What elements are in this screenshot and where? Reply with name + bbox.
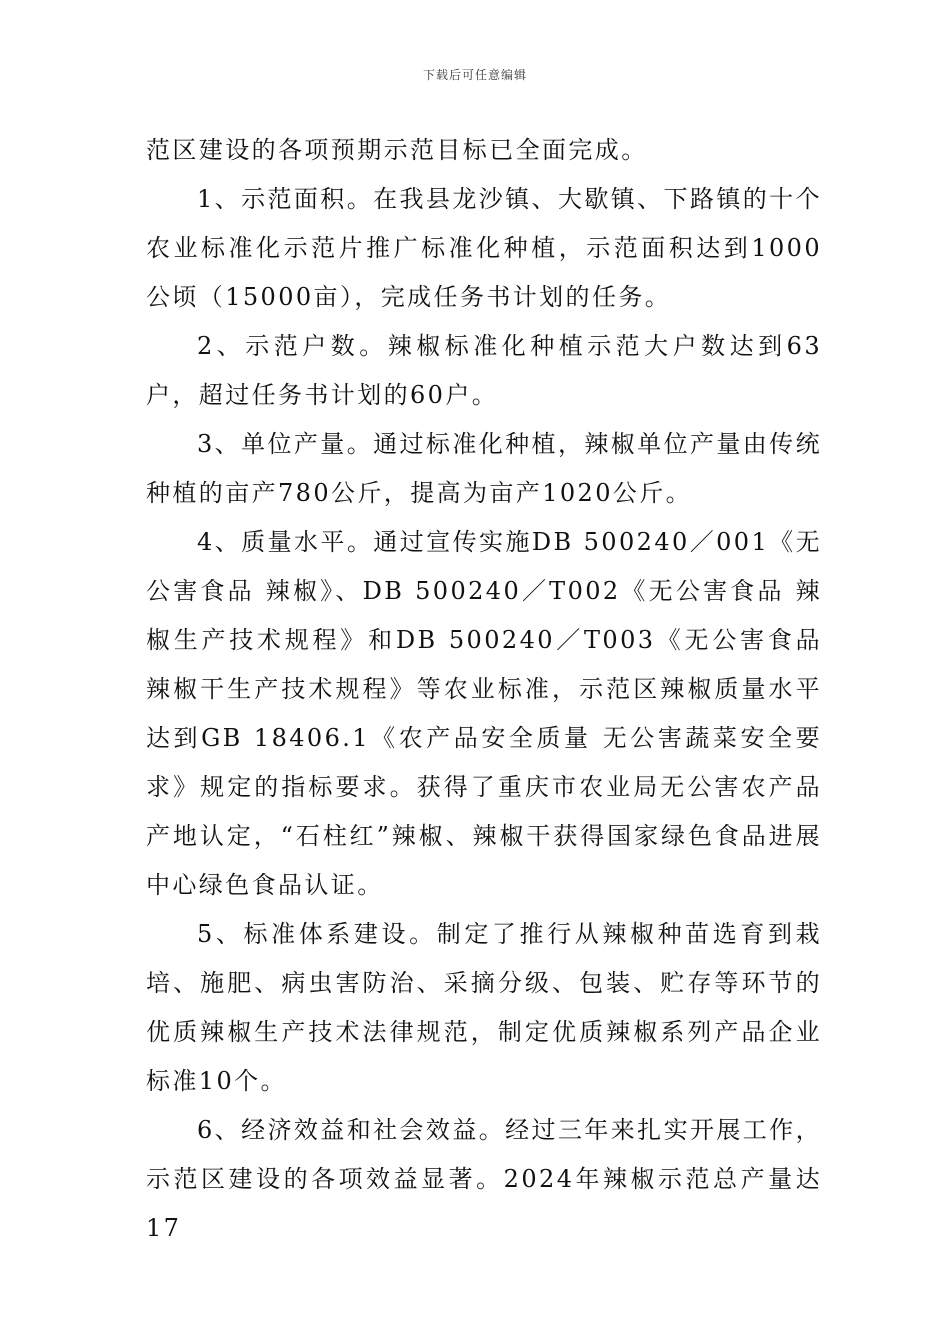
paragraph-quality-level: 4、质量水平。通过宣传实施DB 500240／001《无公害食品 辣椒》、DB 500240／T002《无公害食品 辣椒生产技术规程》和DB 500240／T003《无公害食品 辣椒干生产技术规程》等农业标准，示范区辣椒质量水平达到GB 18406.1《农产品安全质量 无公害蔬菜安全要求》规定的指标要求。获得了重庆市农业局无公害农产品产地认定，“石柱红”辣椒、辣椒干获得国家绿色食品进展中心绿色食品认证。 [146,528,822,899]
page-header-note: 下载后可任意编辑 [422,68,527,82]
paragraph-demo-area: 1、示范面积。在我县龙沙镇、大歇镇、下路镇的十个农业标准化示范片推广标准化种植，示范面积达到1000公顷（15000亩），完成任务书计划的任务。 [146,185,822,311]
paragraph-continuation: 范区建设的各项预期示范目标已全面完成。 [146,136,648,164]
paragraph-demo-households: 2、示范户数。辣椒标准化种植示范大户数达到63户，超过任务书计划的60户。 [146,332,822,409]
paragraph-standard-system: 5、标准体系建设。制定了推行从辣椒种苗选育到栽培、施肥、病虫害防治、采摘分级、包装、贮存等环节的优质辣椒生产技术法律规范，制定优质辣椒系列产品企业标准10个。 [146,920,822,1095]
paragraph-benefits: 6、经济效益和社会效益。经过三年来扎实开展工作，示范区建设的各项效益显著。2024年辣椒示范总产量达17 [146,1116,822,1242]
document-body [146,126,822,1253]
paragraph-unit-yield: 3、单位产量。通过标准化种植，辣椒单位产量由传统种植的亩产780公斤，提高为亩产1020公斤。 [146,430,822,507]
